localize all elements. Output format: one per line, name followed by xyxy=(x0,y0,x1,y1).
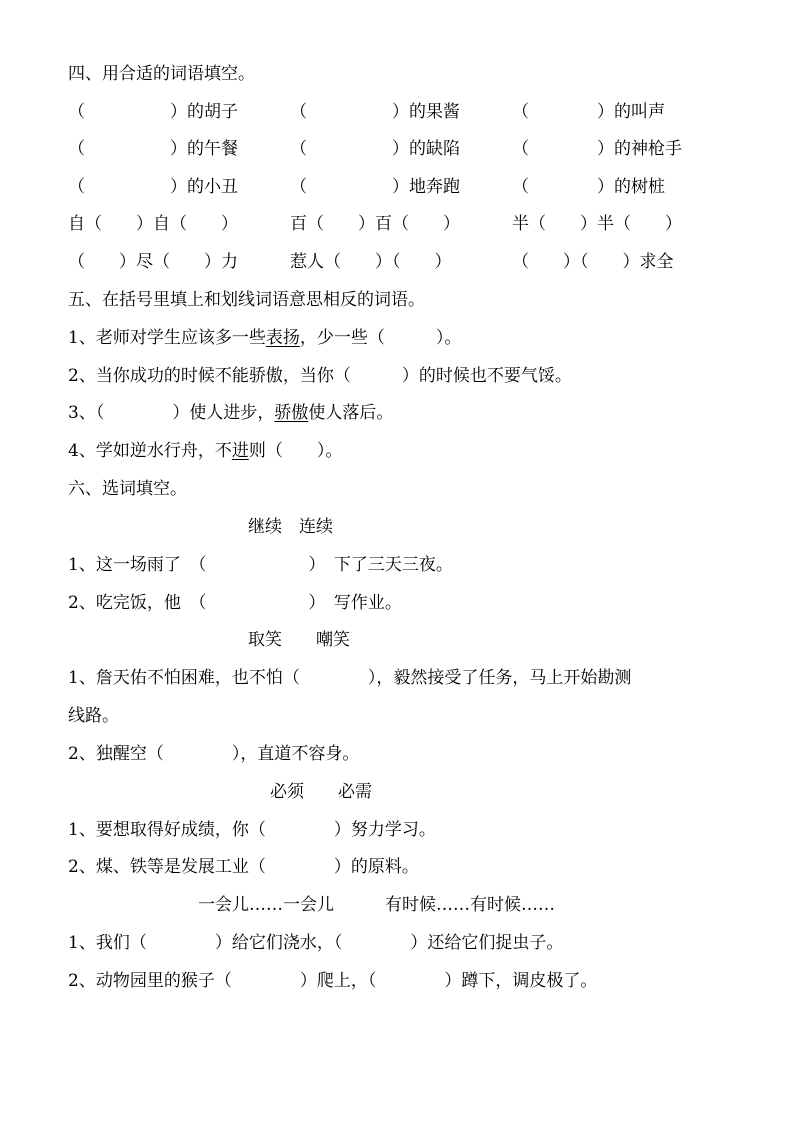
question-line: 2、煤、铁等是发展工业（ ）的原料。 xyxy=(68,857,419,877)
fill-item: （ ）的午餐 xyxy=(68,139,238,159)
idiom-item: 惹人（ ）（ ） xyxy=(290,252,452,272)
idiom-item: 百（ ）百（ ） xyxy=(290,214,460,234)
fill-item: （ ）的小丑 xyxy=(68,177,238,197)
question-line: 2、独醒空（ ），直道不容身。 xyxy=(68,744,360,764)
idiom-item: 半（ ）半（ ） xyxy=(512,214,682,234)
underlined-word: 表扬 xyxy=(265,328,300,348)
idiom-item: 自（ ）自（ ） xyxy=(68,214,238,234)
question-line xyxy=(68,326,461,350)
question-line: 2、吃完饭，他 （ ） 写作业。 xyxy=(68,593,402,613)
word-choices: 一会儿……一会儿 有时候……有时候…… xyxy=(198,895,555,915)
question-line: 1、要想取得好成绩，你（ ）努力学习。 xyxy=(68,820,436,840)
question-text: 则（ ）。 xyxy=(248,441,343,461)
fill-item: （ ）的缺陷 xyxy=(290,139,460,159)
question-line-continued: 线路。 xyxy=(68,706,119,726)
question-text: ，少一些（ ）。 xyxy=(299,328,462,348)
idiom-item: （ ）（ ）求全 xyxy=(512,252,674,272)
section6-title: 六、选词填空。 xyxy=(68,479,187,499)
question-text: 3、（ ）使人进步， xyxy=(68,403,275,423)
question-text: 4、学如逆水行舟，不 xyxy=(68,441,232,461)
fill-item: （ ）地奔跑 xyxy=(290,177,460,197)
idiom-item: （ ）尽（ ）力 xyxy=(68,252,238,272)
question-text: 1、老师对学生应该多一些 xyxy=(68,328,266,348)
section4-title: 四、用合适的词语填空。 xyxy=(68,64,255,84)
fill-item: （ ）的叫声 xyxy=(512,102,665,122)
question-line: 1、詹天佑不怕困难，也不怕（ ），毅然接受了任务，马上开始勘测 xyxy=(68,668,632,688)
underlined-word: 进 xyxy=(231,441,249,461)
question-line: 1、这一场雨了 （ ） 下了三天三夜。 xyxy=(68,555,453,575)
question-line xyxy=(68,439,342,463)
underlined-word: 骄傲 xyxy=(274,403,309,423)
question-text: 使人落后。 xyxy=(308,403,394,423)
word-choices: 取笑 嘲笑 xyxy=(248,630,350,650)
question-line: 2、动物园里的猴子（ ）爬上，（ ）蹲下，调皮极了。 xyxy=(68,971,598,991)
question-line: 2、当你成功的时候不能骄傲，当你（ ）的时候也不要气馁。 xyxy=(68,366,572,386)
question-line: 1、我们（ ）给它们浇水，（ ）还给它们捉虫子。 xyxy=(68,933,564,953)
fill-item: （ ）的神枪手 xyxy=(512,139,682,159)
fill-item: （ ）的胡子 xyxy=(68,102,238,122)
section5-title: 五、在括号里填上和划线词语意思相反的词语。 xyxy=(68,290,425,310)
question-line xyxy=(68,401,393,425)
word-choices: 继续 连续 xyxy=(248,517,333,537)
fill-item: （ ）的果酱 xyxy=(290,102,460,122)
fill-item: （ ）的树桩 xyxy=(512,177,665,197)
word-choices: 必须 必需 xyxy=(270,782,372,802)
